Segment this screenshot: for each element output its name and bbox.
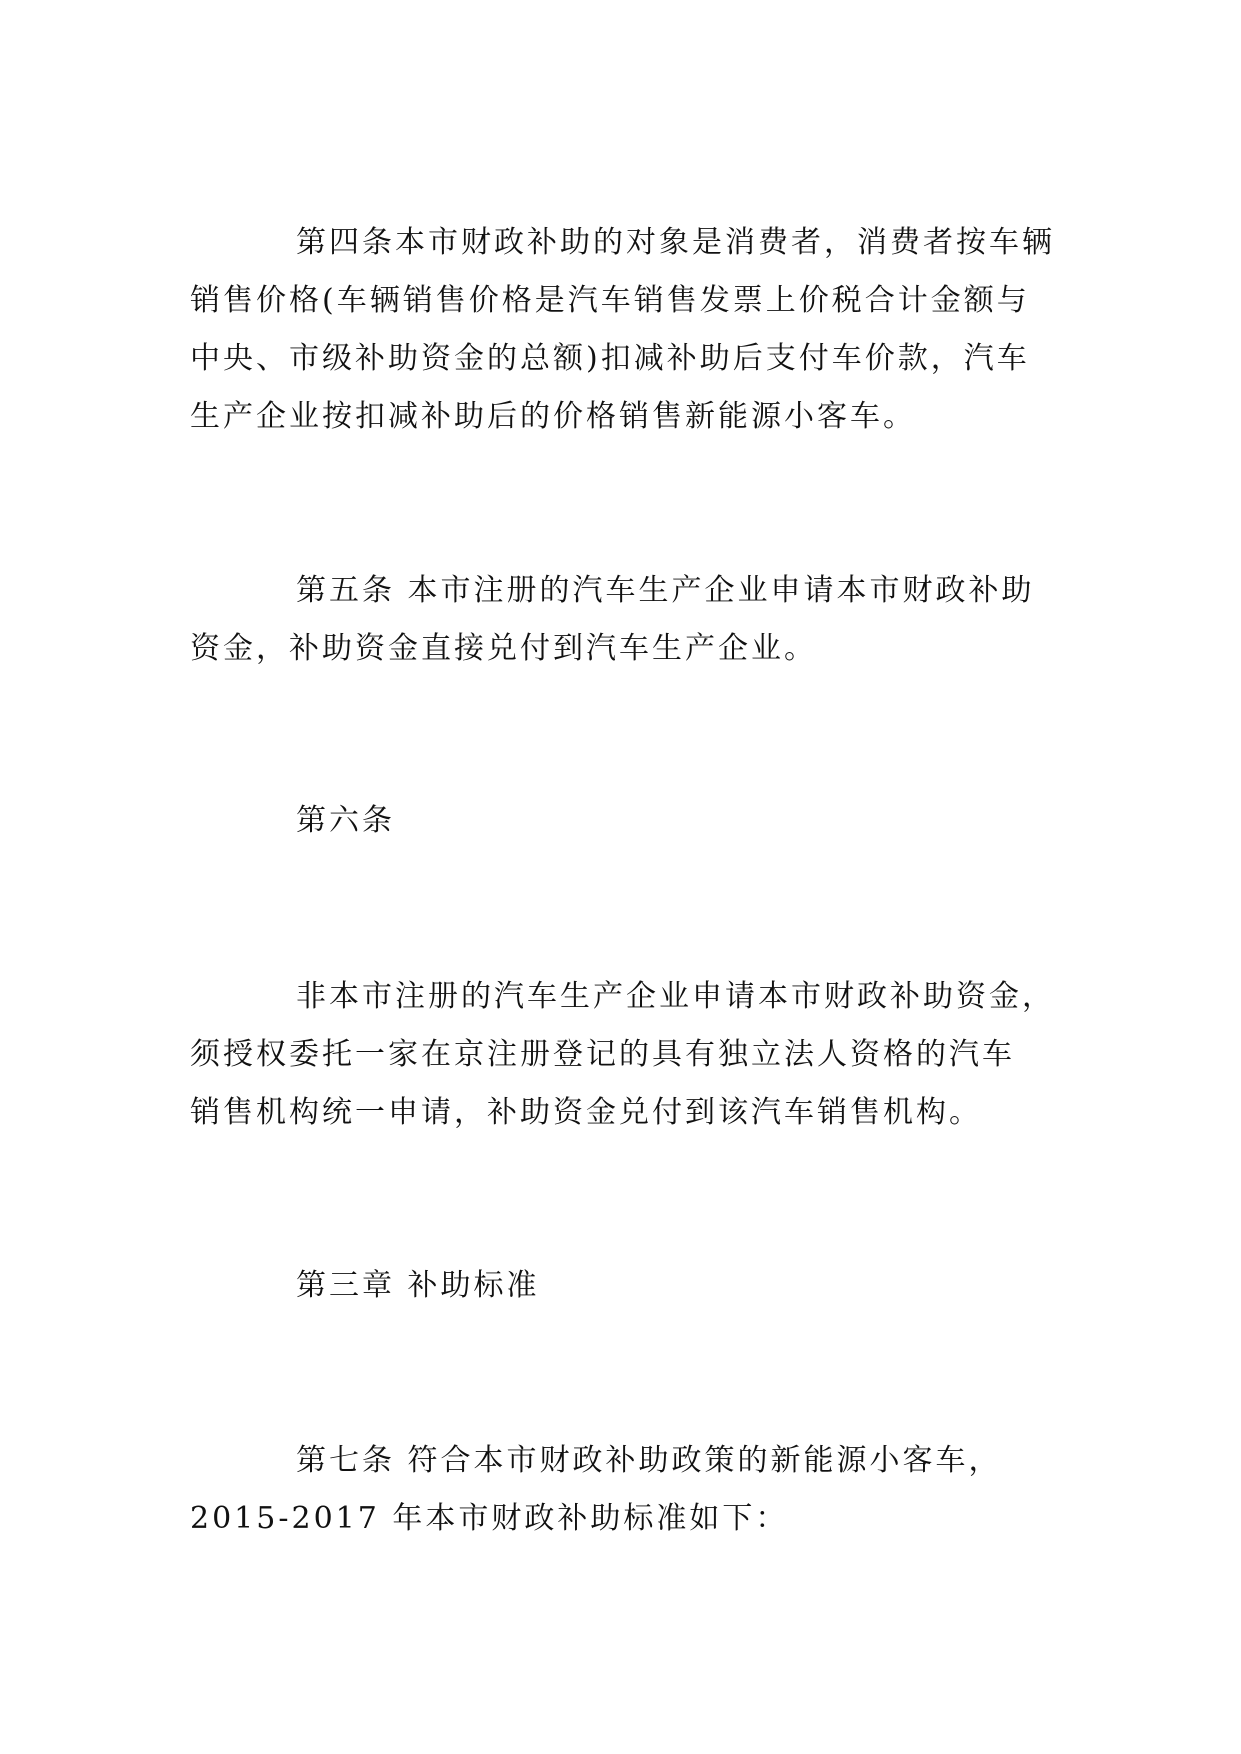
chapter-3-heading: [190, 1257, 1070, 1315]
article-7-line-1: 第七条 符合本市财政补助政策的新能源小客车，: [296, 1443, 1002, 1478]
article-6-heading: [190, 792, 1070, 850]
article-4-paragraph: [190, 214, 1070, 446]
article-5-paragraph: [190, 562, 1070, 678]
article-7-paragraph: [190, 1432, 1070, 1548]
article-5-line-2: 资金，补助资金直接兑付到汽车生产企业。: [190, 631, 817, 666]
article-4-line-4: 生产企业按扣减补助后的价格销售新能源小客车。: [190, 399, 916, 434]
article-4-line-2: 销售价格(车辆销售价格是汽车销售发票上价税合计金额与: [190, 283, 1030, 318]
article-7-line-2: 2015-2017 年本市财政补助标准如下：: [190, 1501, 789, 1536]
article-6-line-2: 须授权委托一家在京注册登记的具有独立法人资格的汽车: [190, 1037, 1015, 1072]
article-5-line-1: 第五条 本市注册的汽车生产企业申请本市财政补助: [296, 573, 1035, 608]
article-4-line-1: 第四条本市财政补助的对象是消费者，消费者按车辆: [296, 225, 1055, 260]
article-6-paragraph: [190, 968, 1070, 1142]
article-6-line-1: 非本市注册的汽车生产企业申请本市财政补助资金，: [296, 979, 1055, 1014]
article-6-heading-text: 第六条: [296, 803, 395, 838]
article-4-line-3: 中央、市级补助资金的总额)扣减补助后支付车价款，汽车: [190, 341, 1030, 376]
chapter-3-heading-text: 第三章 补助标准: [296, 1268, 540, 1303]
article-6-line-3: 销售机构统一申请，补助资金兑付到该汽车销售机构。: [190, 1095, 982, 1130]
